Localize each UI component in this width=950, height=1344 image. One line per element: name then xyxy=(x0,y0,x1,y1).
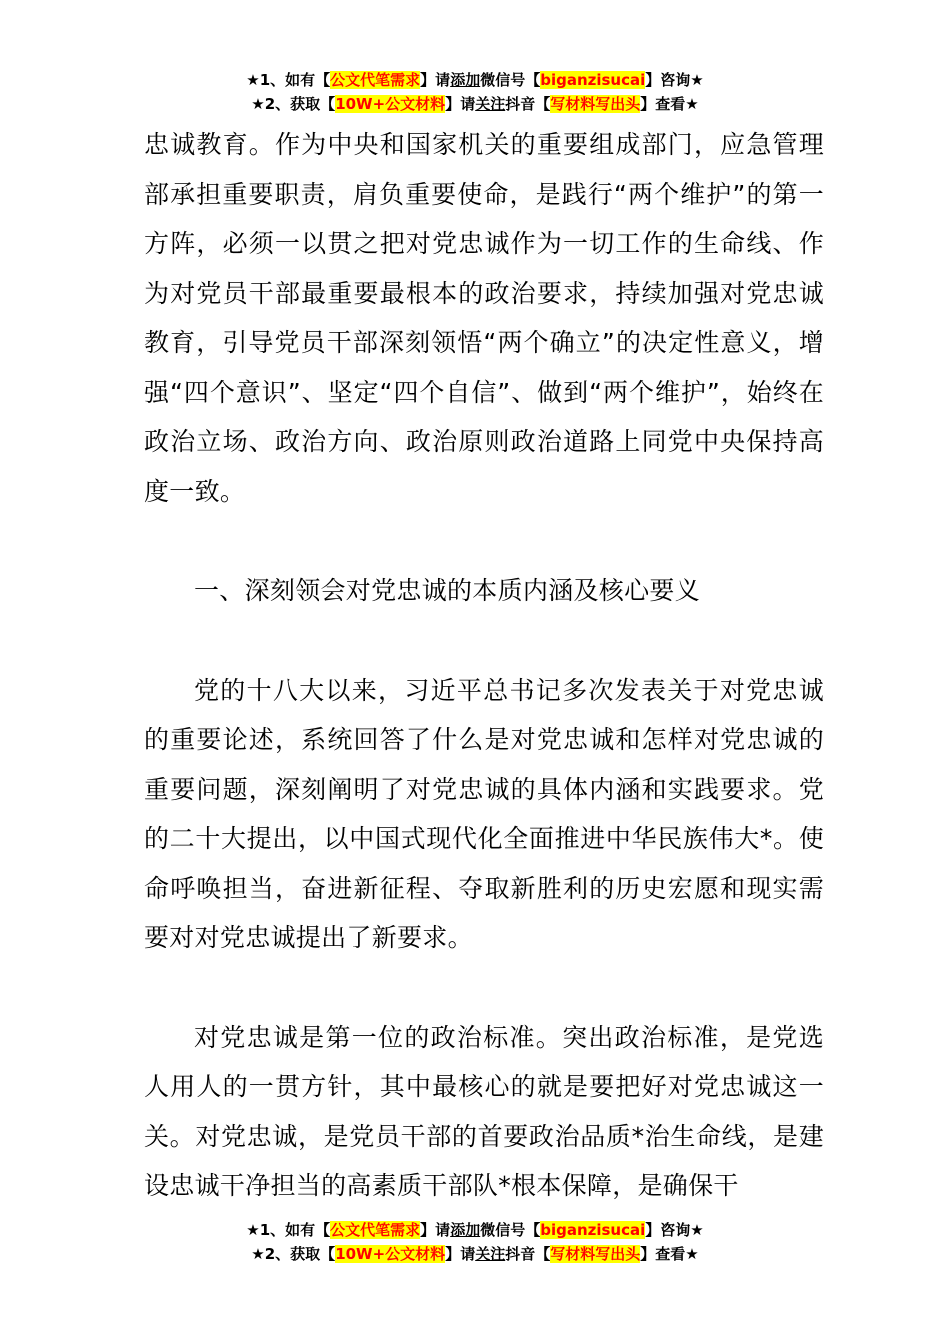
banner-line-1: ★1、如有【公文代笔需求】请添加微信号【biganzisucai】咨询★ xyxy=(246,71,704,89)
banner-line-2: ★2、获取【10W+公文材料】请关注抖音【写材料写出头】查看★ xyxy=(251,95,699,113)
section-heading-1: 一、深刻领会对党忠诚的本质内涵及核心要义 xyxy=(194,576,701,605)
banner-line-2: ★2、获取【10W+公文材料】请关注抖音【写材料写出头】查看★ xyxy=(251,1245,699,1263)
highlight-service: 公文代笔需求 xyxy=(330,71,421,89)
paragraph-gap xyxy=(144,616,824,666)
highlight-materials: 10W+公文材料 xyxy=(335,95,446,113)
footer-banner xyxy=(0,1218,950,1266)
paragraph-gap xyxy=(144,963,824,1013)
paragraph-2: 党的十八大以来，习近平总书记多次发表关于对党忠诚的重要论述，系统回答了什么是对党忠诚和怎样对党忠诚的重要问题，深刻阐明了对党忠诚的具体内涵和实践要求。党的二十大提出，以中国式现代化全面推进中华民族伟大*。使命呼唤担当，奋进新征程、夺取新胜利的历史宏愿和现实需要对对党忠诚提出了新要求。 xyxy=(144,675,824,952)
header-banner xyxy=(0,68,950,116)
highlight-materials: 10W+公文材料 xyxy=(335,1245,446,1263)
highlight-douyin: 写材料写出头 xyxy=(550,1245,641,1263)
highlight-wechat-id: biganzisucai xyxy=(540,71,646,89)
highlight-wechat-id: biganzisucai xyxy=(540,1221,646,1239)
paragraph-gap xyxy=(144,516,824,566)
highlight-service: 公文代笔需求 xyxy=(330,1221,421,1239)
banner-line-1: ★1、如有【公文代笔需求】请添加微信号【biganzisucai】咨询★ xyxy=(246,1221,704,1239)
paragraph-3: 对党忠诚是第一位的政治标准。突出政治标准，是党选人用人的一贯方针，其中最核心的就是要把好对党忠诚这一关。对党忠诚，是党员干部的首要政治品质*治生命线，是建设忠诚干净担当的高素质干部队*根本保障，是确保干 xyxy=(144,1022,824,1200)
paragraph-1: 忠诚教育。作为中央和国家机关的重要组成部门，应急管理部承担重要职责，肩负重要使命，是践行“两个维护”的第一方阵，必须一以贯之把对党忠诚作为一切工作的生命线、作为对党员干部最重要最根本的政治要求，持续加强对党忠诚教育，引导党员干部深刻领悟“两个确立”的决定性意义，增强“四个意识”、坚定“四个自信”、做到“两个维护”，始终在政治立场、政治方向、政治原则政治道路上同党中央保持高度一致。 xyxy=(144,130,824,506)
document-body xyxy=(144,120,824,1211)
highlight-douyin: 写材料写出头 xyxy=(550,95,641,113)
